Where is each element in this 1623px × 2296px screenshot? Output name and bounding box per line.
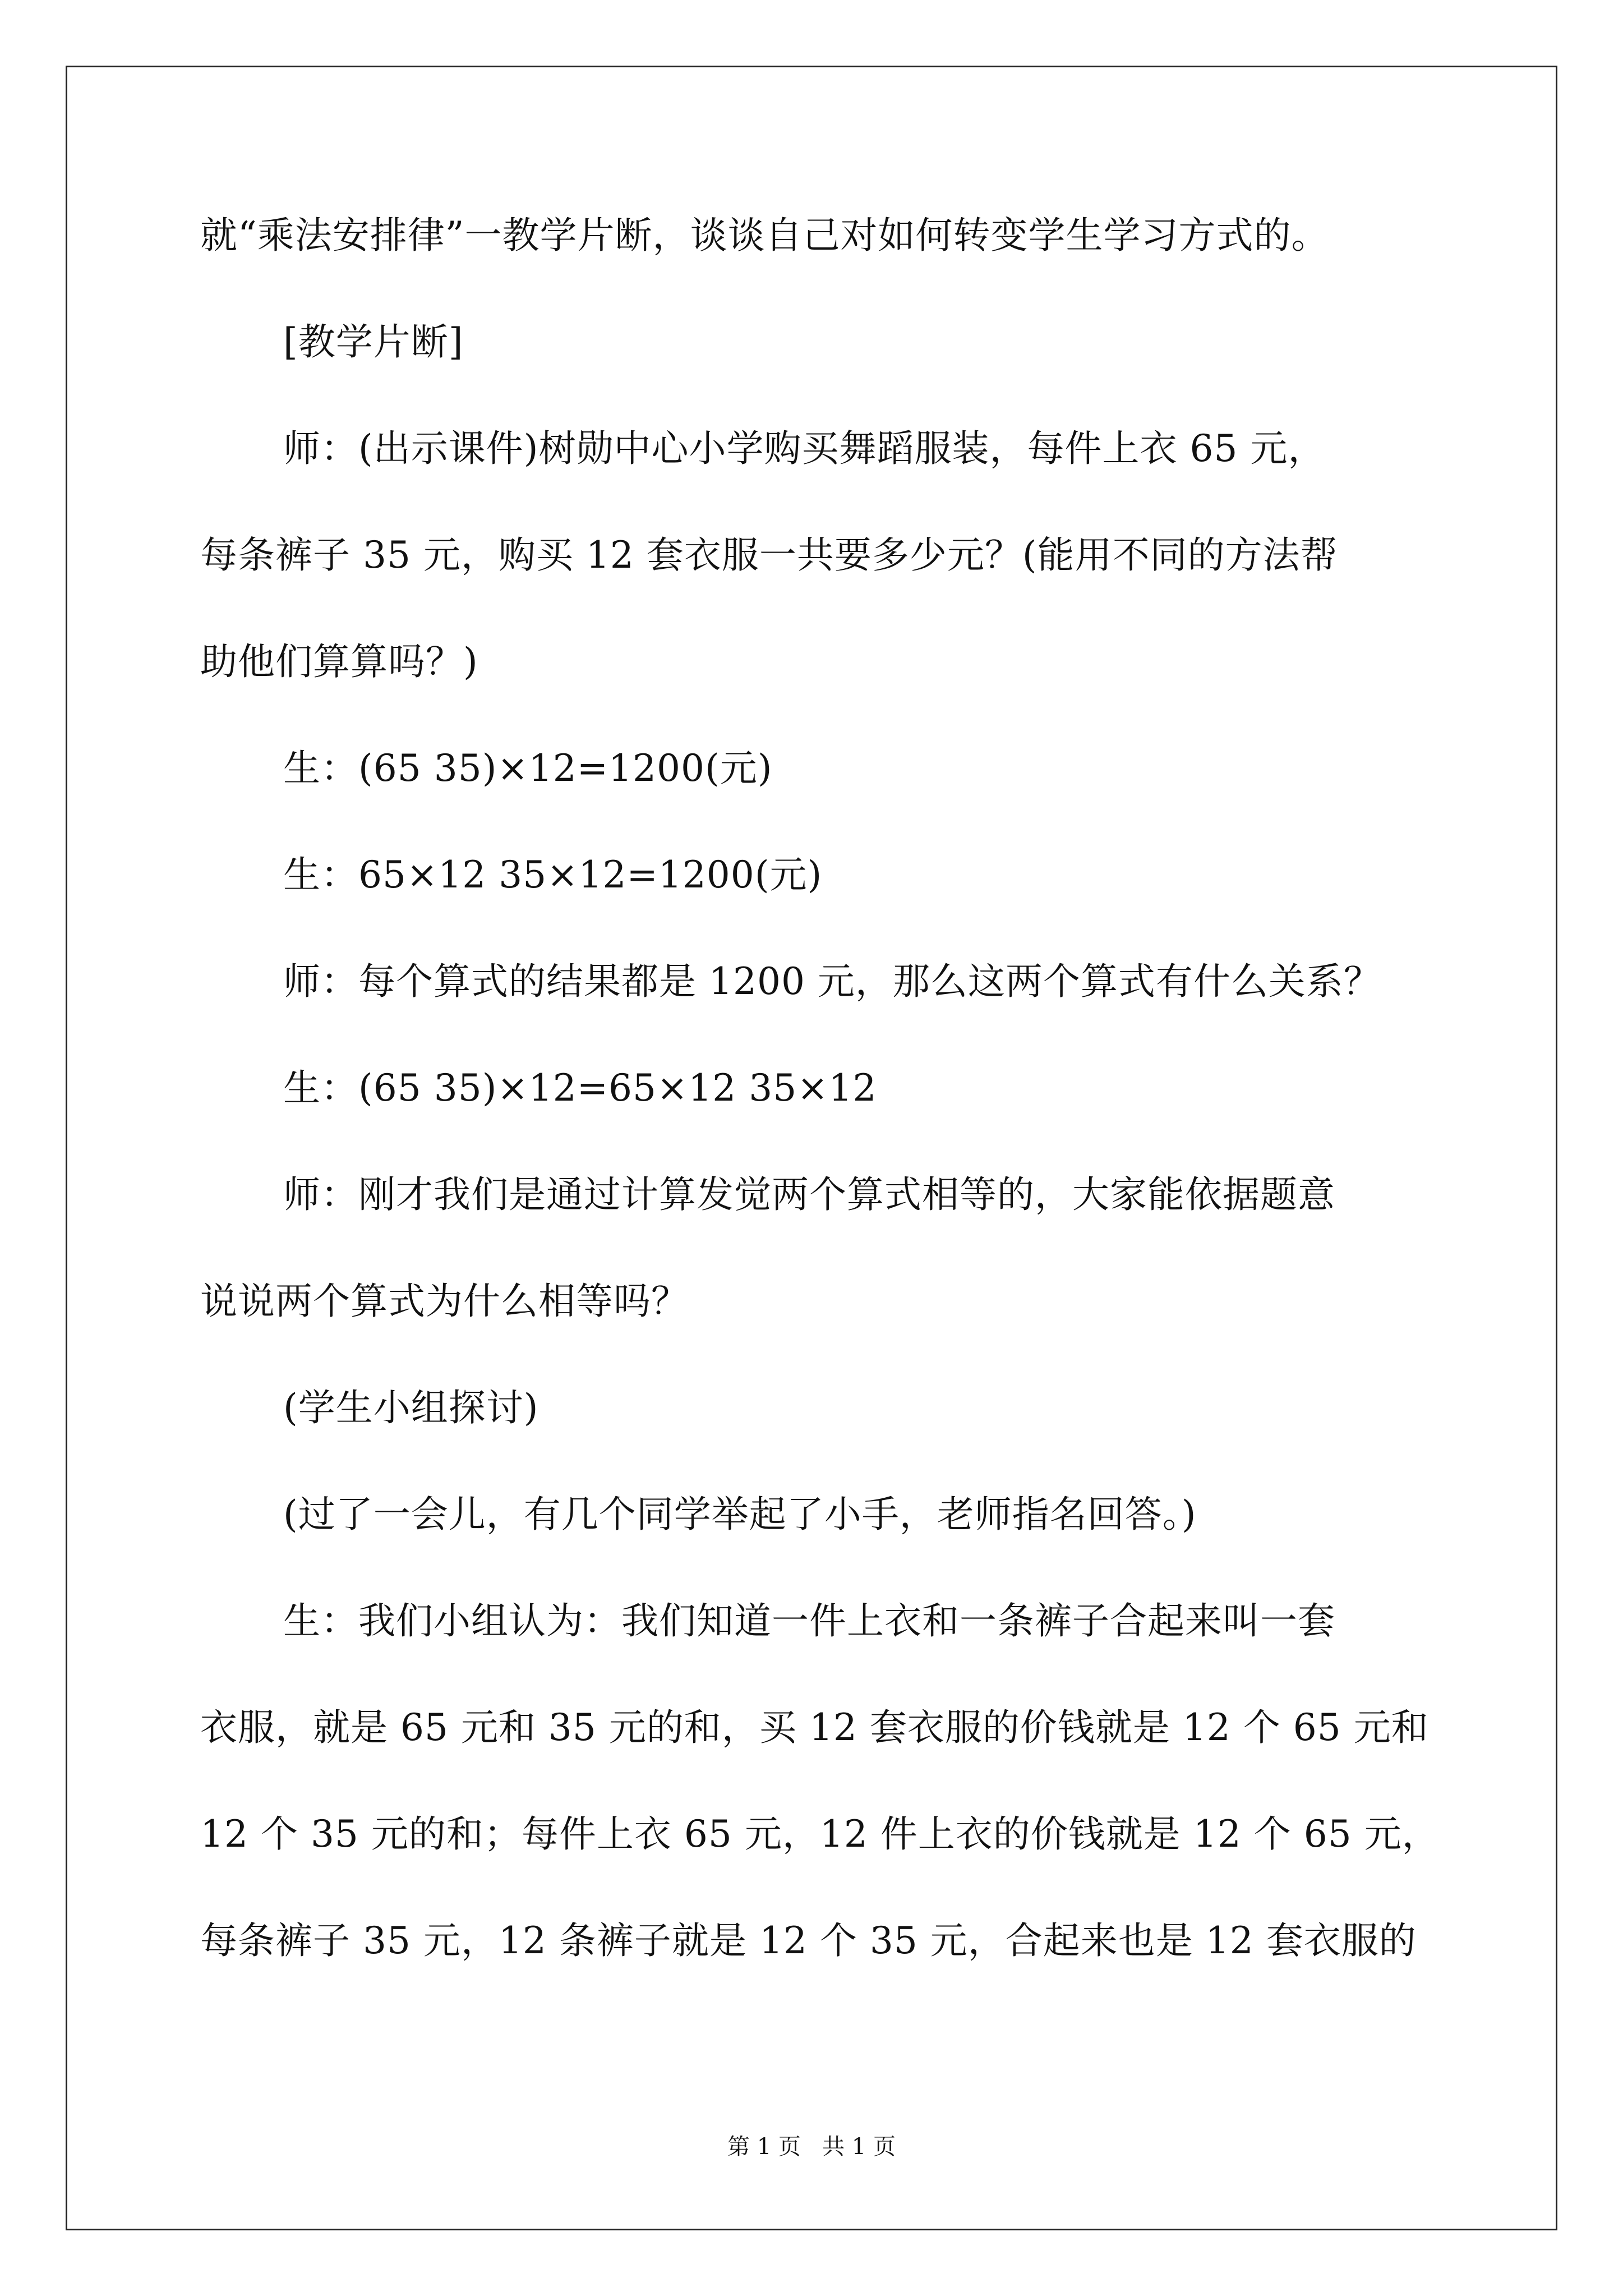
paragraph-line: 每条裤子 35 元，12 条裤子就是 12 个 35 元，合起来也是 12 套衣服的 bbox=[200, 1919, 1417, 1962]
paragraph-line: 就“乘法安排律”一教学片断，谈谈自己对如何转变学生学习方式的。 bbox=[200, 214, 1329, 257]
paragraph-line: 生：(65 35)×12=65×12 35×12 bbox=[283, 1066, 877, 1110]
page-footer: 第 1 页 共 1 页 bbox=[727, 2134, 896, 2160]
paragraph-line: 生：65×12 35×12=1200(元) bbox=[283, 853, 823, 896]
paragraph-line: 师：(出示课件)树勋中心小学购买舞蹈服装，每件上衣 65 元， bbox=[283, 427, 1326, 470]
paragraph-line: (学生小组探讨) bbox=[283, 1386, 539, 1429]
paragraph-line: 12 个 35 元的和；每件上衣 65 元，12 件上衣的价钱就是 12 个 65 元， bbox=[200, 1812, 1440, 1856]
paragraph-line: 助他们算算吗？) bbox=[200, 640, 478, 683]
paragraph-line: 说说两个算式为什么相等吗？ bbox=[200, 1280, 689, 1323]
page-border bbox=[66, 66, 1557, 2230]
paragraph-line: 每条裤子 35 元，购买 12 套衣服一共要多少元？(能用不同的方法帮 bbox=[200, 533, 1338, 577]
paragraph-line: (过了一会儿，有几个同学举起了小手，老师指名回答。) bbox=[283, 1493, 1197, 1536]
paragraph-line: 生：我们小组认为：我们知道一件上衣和一条裤子合起来叫一套 bbox=[283, 1599, 1335, 1642]
paragraph-line: 衣服，就是 65 元和 35 元的和，买 12 套衣服的价钱就是 12 个 65 元和 bbox=[200, 1706, 1429, 1749]
paragraph-line: 生：(65 35)×12=1200(元) bbox=[283, 747, 773, 790]
paragraph-line: 师：每个算式的结果都是 1200 元，那么这两个算式有什么关系？ bbox=[283, 960, 1381, 1003]
section-heading: [教学片断] bbox=[283, 320, 464, 364]
paragraph-line: 师：刚才我们是通过计算发觉两个算式相等的，大家能依据题意 bbox=[283, 1173, 1335, 1216]
